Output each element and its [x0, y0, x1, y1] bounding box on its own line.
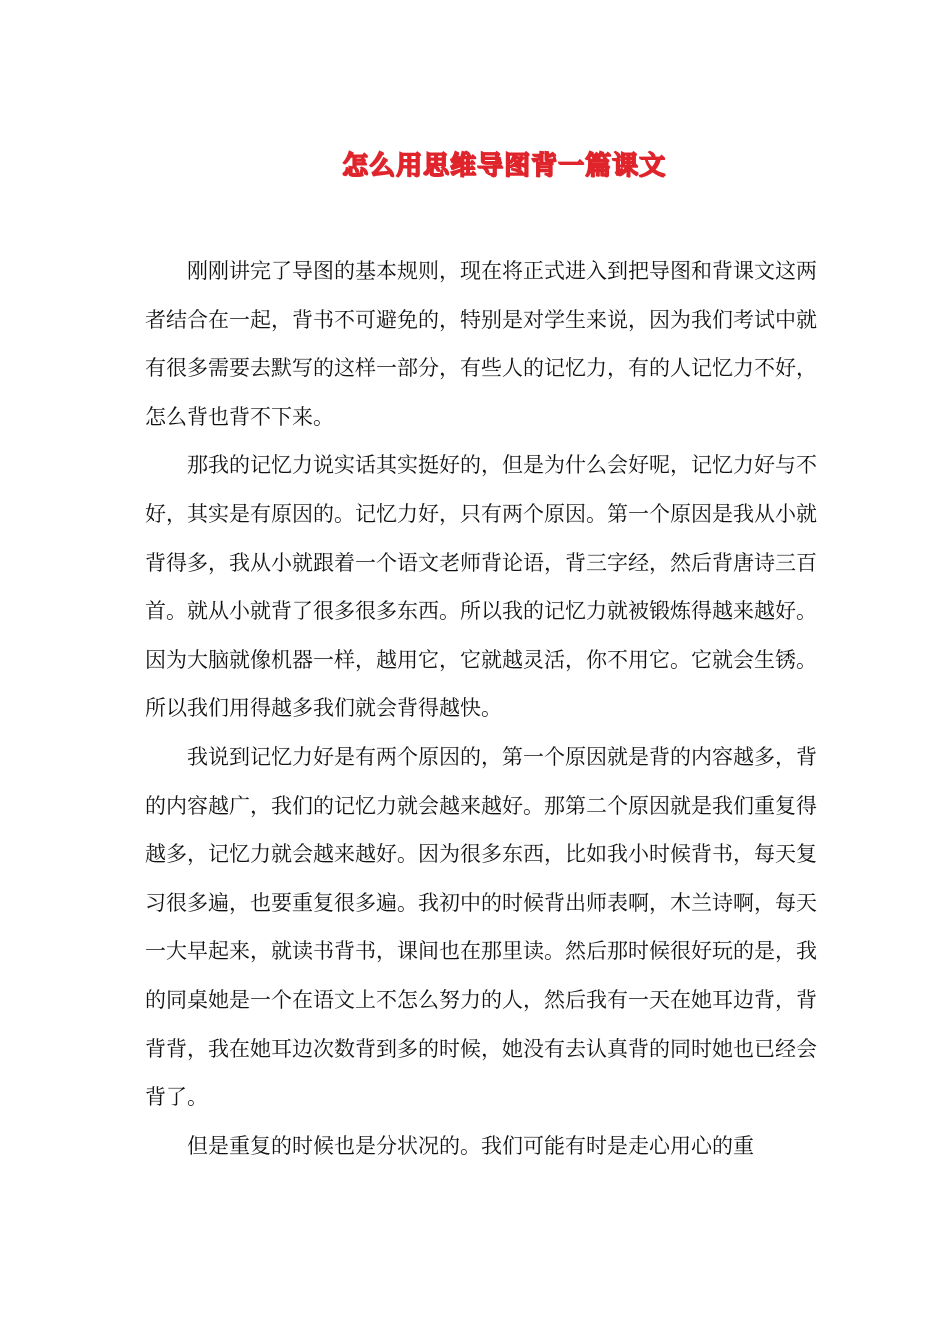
paragraph: 我说到记忆力好是有两个原因的，第一个原因就是背的内容越多，背的内容越广，我们的记忆力就会越来越好。那第二个原因就是我们重复得越多，记忆力就会越来越好。因为很多东西，比如我小时候背书，每天复习很多遍，也要重复很多遍。我初中的时候背出师表啊，木兰诗啊，每天一大早起来，就读书背书，课间也在那里读。然后那时候很好玩的是，我的同桌她是一个在语文上不怎么努力的人，然后我有一天在她耳边背，背背背，我在她耳边次数背到多的时候，她没有去认真背的同时她也已经会背了。: [145, 744, 817, 1110]
document-body: [145, 247, 817, 1170]
paragraph: 刚刚讲完了导图的基本规则，现在将正式进入到把导图和背课文这两者结合在一起，背书不可避免的，特别是对学生来说，因为我们考试中就有很多需要去默写的这样一部分，有些人的记忆力，有的人记忆力不好，怎么背也背不下来。: [145, 259, 817, 429]
paragraph: 但是重复的时候也是分状况的。我们可能有时是走心用心的重: [187, 1133, 754, 1158]
paragraph: 那我的记忆力说实话其实挺好的，但是为什么会好呢，记忆力好与不好，其实是有原因的。记忆力好，只有两个原因。第一个原因是我从小就背得多，我从小就跟着一个语文老师背论语，背三字经，然后背唐诗三百首。就从小就背了很多很多东西。所以我的记忆力就被锻炼得越来越好。因为大脑就像机器一样，越用它，它就越灵活，你不用它。它就会生锈。所以我们用得越多我们就会背得越快。: [145, 453, 817, 721]
document-title: 怎么用思维导图背一篇课文: [341, 151, 666, 181]
